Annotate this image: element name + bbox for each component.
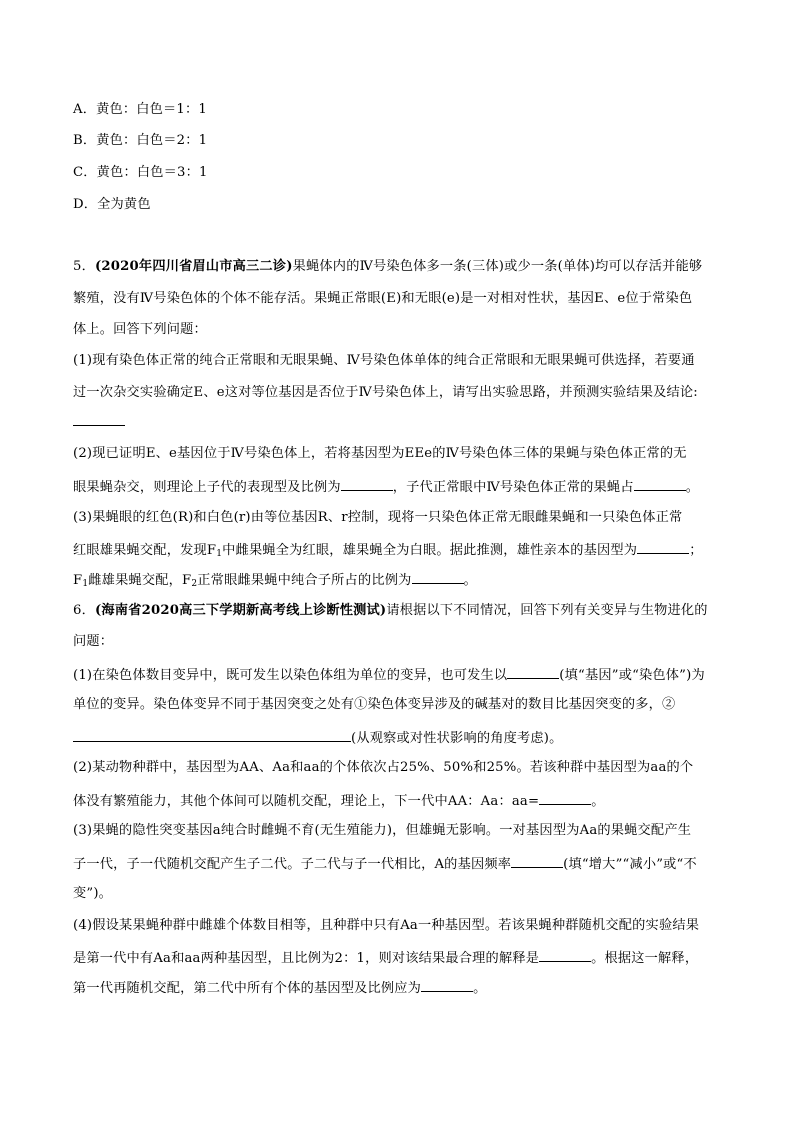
q6-part4-text-d: 。	[473, 981, 487, 996]
q6-part3-text-a: 子一代，子一代随机交配产生子二代。子二代与子一代相比，A的基因频率	[73, 857, 512, 872]
answer-blank	[421, 977, 473, 992]
q5-stem-1: 果蝇体内的Ⅳ号染色体多一条(三体)或少一条(单体)均可以存活并能够	[292, 259, 703, 274]
q6-part4-line2	[73, 947, 733, 969]
q5-part1-answer	[73, 411, 733, 433]
q6-part3-line2	[73, 853, 733, 875]
option-d: D．全为黄色	[73, 197, 151, 212]
answer-blank	[634, 476, 686, 491]
q6-part1-line1	[73, 664, 733, 686]
q6-part4-text-b: 。根据这一解释，	[591, 951, 699, 966]
q5-part2-text-b: ，子代正常眼中Ⅳ号染色体正常的果蝇占	[392, 480, 634, 495]
q5-part2-text-c: 。	[685, 480, 700, 495]
q6-part3-line3: 变”)。	[73, 886, 113, 901]
q6-part4-line3	[73, 977, 733, 999]
q5-part3-text-a: 红眼雄果蝇交配，发现F	[73, 543, 217, 558]
q6-part2-text-a: 体没有繁殖能力，其他个体间可以随机交配，理论上，下一代中AA：Aa：aa=	[73, 794, 540, 809]
subscript: 2	[191, 579, 198, 589]
q6-stem-1: 请根据以下不同情况，回答下列有关变异与生物进化的	[386, 603, 708, 618]
q5-part1-line1: (1)现有染色体正常的纯合正常眼和无眼果蝇、Ⅳ号染色体单体的纯合正常眼和无眼果蝇可供选择，若要通	[73, 353, 695, 368]
q5-part3-line1: (3)果蝇眼的红色(R)和白色(r)由等位基因R、r控制，现将一只染色体正常无眼雌果蝇和一只染色体正常	[73, 510, 683, 525]
q5-part3-line2	[73, 539, 733, 564]
answer-blank	[412, 569, 464, 584]
q6-part1-line2: 单位的变异。染色体变异不同于基因突变之处有①染色体变异涉及的碱基对的数目比基因突变的多，②	[73, 697, 676, 712]
q6-part1-line3	[73, 727, 733, 749]
q5-part2-text-a: 眼果蝇杂交，则理论上子代的表现型及比例为	[73, 480, 341, 495]
answer-blank	[73, 727, 351, 742]
q6-part2-line1: (2)某动物种群中，基因型为AA、Aa和aa的个体依次占25%、50%和25%。若该种群中基因型为aa的个	[73, 760, 694, 775]
q6-part3-line1: (3)果蝇的隐性突变基因a纯合时雌蝇不育(无生殖能力)，但雄蝇无影响。一对基因型为Aa的果蝇交配产生	[73, 823, 692, 838]
answer-blank	[507, 664, 559, 679]
q5-part3-text-c: ；	[689, 543, 703, 558]
q6-part4-text-c: 第一代再随机交配，第二代中所有个体的基因型及比例应为	[73, 981, 422, 996]
subscript: 1	[82, 579, 89, 589]
option-c: C．黄色：白色＝3：1	[73, 165, 208, 180]
q5-part3-text-b: 中雌果蝇全为红眼，雄果蝇全为白眼。据此推测，雄性亲本的基因型为	[222, 543, 638, 558]
q5-part2-line1: (2)现已证明E、e基因位于Ⅳ号染色体上，若将基因型为EEe的Ⅳ号染色体三体的果蝇与染色体正常的无	[73, 446, 687, 461]
answer-blank	[73, 411, 125, 426]
answer-blank	[539, 790, 591, 805]
q5-part2-line2	[73, 476, 733, 498]
answer-blank	[341, 476, 393, 491]
q5-part3-text-d: 雌雄果蝇交配，F	[88, 573, 192, 588]
q5-part3-text-e: 正常眼雌果蝇中纯合子所占的比例为	[197, 573, 412, 588]
q6-part1-text-b: (填“基因”或“染色体”)为	[559, 668, 705, 683]
q6-stem-2: 问题：	[73, 634, 114, 649]
q5-stem-2: 繁殖，没有Ⅳ号染色体的个体不能存活。果蝇正常眼(E)和无眼(e)是一对相对性状，基因E、e位于常染色	[73, 291, 693, 306]
q6-part2-text-b: 。	[591, 794, 605, 809]
q6-part4-line1: (4)假设某果蝇种群中雌雄个体数目相等，且种群中只有Aa一种基因型。若该果蝇种群随机交配的实验结果	[73, 918, 700, 933]
q6-part1-text-c: (从观察或对性状影响的角度考虑)。	[351, 731, 563, 746]
answer-blank	[637, 539, 689, 554]
q5-part3-line3	[73, 569, 733, 594]
answer-blank	[539, 947, 591, 962]
q6-line1	[73, 601, 733, 621]
q6-part2-line2	[73, 790, 733, 812]
option-a: A．黄色：白色＝1：1	[73, 102, 208, 117]
answer-blank	[511, 853, 563, 868]
q5-stem-3: 体上。回答下列问题：	[73, 322, 207, 337]
q6-part1-text-a: (1)在染色体数目变异中，既可发生以染色体组为单位的变异，也可发生以	[73, 668, 508, 683]
q5-number: 5．	[73, 259, 95, 274]
q6-source: (海南省2020高三下学期新高考线上诊断性测试)	[94, 603, 387, 618]
q5-part1-line2: 过一次杂交实验确定E、e这对等位基因是否位于Ⅳ号染色体上，请写出实验思路，并预测实验结果及结论:	[73, 385, 698, 400]
q6-part3-text-b: (填“增大”“减小”或“不	[563, 857, 697, 872]
subscript: 1	[216, 549, 223, 559]
q5-line1	[73, 257, 733, 277]
q5-source: (2020年四川省眉山市高三二诊)	[94, 259, 293, 274]
q6-number: 6．	[73, 603, 95, 618]
q6-part4-text-a: 是第一代中有Aa和aa两种基因型，且比例为2：1，则对该结果最合理的解释是	[73, 951, 540, 966]
option-b: B．黄色：白色＝2：1	[73, 133, 208, 148]
q5-part3-f1: F	[73, 573, 83, 588]
q5-part3-text-f: 。	[463, 573, 477, 588]
